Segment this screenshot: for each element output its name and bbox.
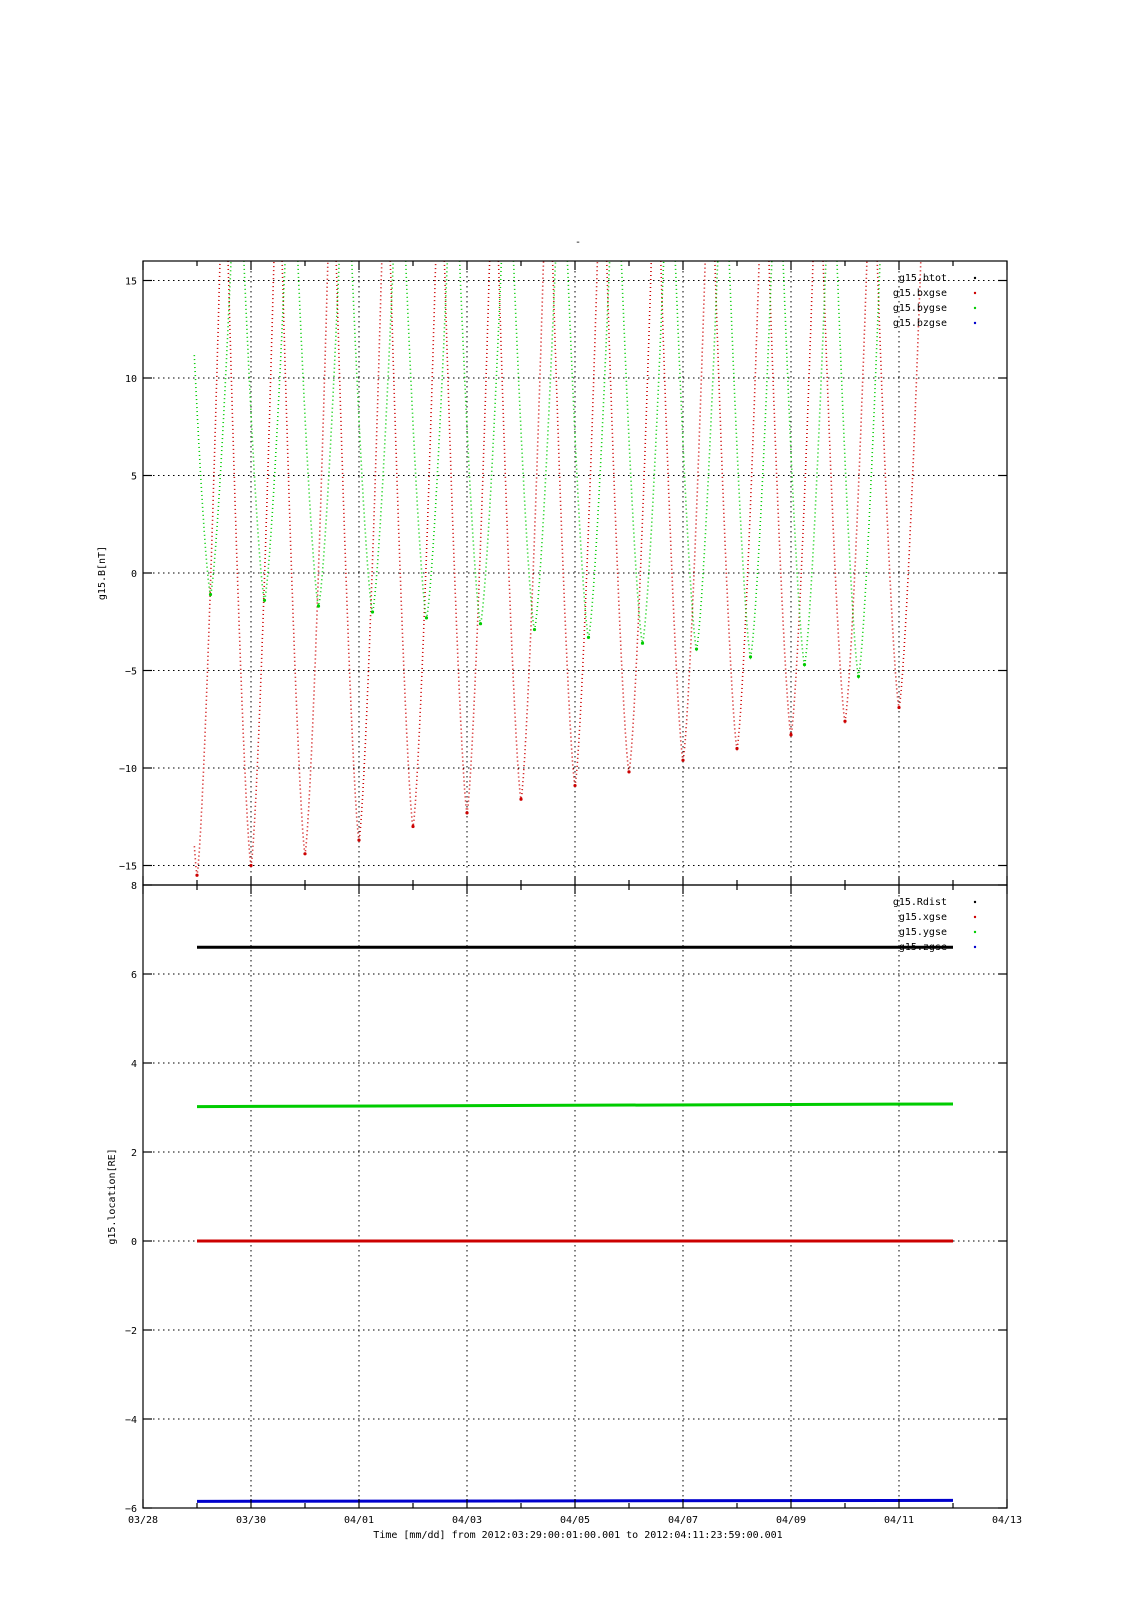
- dip-minimum-point: [789, 733, 792, 736]
- dip-minimum-point: [641, 642, 644, 645]
- legend-marker: [974, 322, 976, 324]
- x-tick-label: 04/01: [343, 1515, 375, 1526]
- dip-minimum-point: [411, 825, 414, 828]
- dip-minimum-point: [857, 675, 860, 678]
- y-tick-label: −15: [118, 861, 137, 873]
- y-tick-label: 0: [130, 569, 137, 580]
- dip-minimum-point: [249, 864, 252, 867]
- y-tick-label: 10: [124, 374, 137, 385]
- dip-minimum-point: [897, 706, 900, 709]
- legend-marker: [974, 931, 976, 933]
- x-tick-label: 03/28: [127, 1515, 159, 1526]
- y-tick-label: 0: [130, 1237, 137, 1248]
- x-tick-label: 04/11: [883, 1515, 915, 1526]
- x-tick-label: 04/13: [991, 1515, 1023, 1526]
- x-tick-label: 04/03: [451, 1515, 483, 1526]
- legend-marker: [974, 916, 976, 918]
- legend-marker: [974, 946, 976, 948]
- legend-label: g15.btot: [898, 273, 947, 284]
- legend-label: g15.ygse: [898, 927, 947, 938]
- dip-minimum-point: [209, 593, 212, 596]
- dip-minimum-point: [371, 610, 374, 613]
- dip-minimum-point: [533, 628, 536, 631]
- legend-label: g15.bygse: [892, 303, 947, 314]
- legend-marker: [974, 901, 976, 903]
- y-tick-label: −10: [118, 764, 137, 775]
- dip-minimum-point: [843, 720, 846, 723]
- dip-minimum-point: [317, 605, 320, 608]
- dip-minimum-point: [573, 784, 576, 787]
- dip-minimum-point: [735, 747, 738, 750]
- dip-minimum-point: [479, 622, 482, 625]
- figure-title: -: [574, 237, 582, 248]
- x-axis-label: Time [mm/dd] from 2012:03:29:00:01:00.001 to 2012:04:11:23:59:00.001: [373, 1530, 783, 1541]
- dip-minimum-point: [425, 616, 428, 619]
- x-tick-label: 04/05: [559, 1515, 591, 1526]
- dip-minimum-point: [587, 636, 590, 639]
- y-tick-label: −5: [124, 666, 137, 678]
- dip-minimum-point: [749, 655, 752, 658]
- dip-minimum-point: [695, 647, 698, 650]
- x-tick-label: 04/07: [667, 1515, 699, 1526]
- dip-minimum-point: [263, 599, 266, 602]
- dip-minimum-point: [627, 770, 630, 773]
- legend-label: g15.bzgse: [892, 318, 947, 329]
- x-tick-labels: [128, 1515, 1022, 1526]
- y-tick-label: 5: [130, 471, 137, 483]
- y-axis-label: g15.location[RE]: [107, 1148, 118, 1245]
- legend-label: g15.bxgse: [892, 288, 947, 299]
- legend-marker: [974, 277, 976, 279]
- y-tick-label: 4: [130, 1059, 137, 1070]
- x-tick-label: 03/30: [235, 1515, 267, 1526]
- legend-marker: [974, 292, 976, 294]
- legend-label: g15.Rdist: [892, 897, 947, 908]
- dip-minimum-point: [803, 663, 806, 666]
- y-tick-label: 8: [130, 881, 137, 892]
- y-tick-label: 15: [124, 276, 137, 288]
- y-tick-label: −6: [124, 1504, 137, 1515]
- y-tick-label: 2: [130, 1148, 137, 1159]
- dip-minimum-point: [357, 839, 360, 842]
- legend-label: g15.zgse: [898, 942, 947, 953]
- legend-marker: [974, 307, 976, 309]
- dip-minimum-point: [681, 759, 684, 762]
- y-axis-label: g15.B[nT]: [97, 545, 108, 601]
- dip-minimum-point: [303, 852, 306, 855]
- dip-minimum-point: [465, 811, 468, 814]
- y-tick-label: 6: [130, 970, 137, 981]
- x-tick-label: 04/09: [775, 1515, 807, 1526]
- legend-label: g15.xgse: [898, 912, 947, 923]
- y-tick-label: −4: [124, 1415, 137, 1426]
- y-tick-label: −2: [124, 1326, 137, 1337]
- dip-minimum-point: [519, 798, 522, 801]
- dip-minimum-point: [195, 874, 198, 877]
